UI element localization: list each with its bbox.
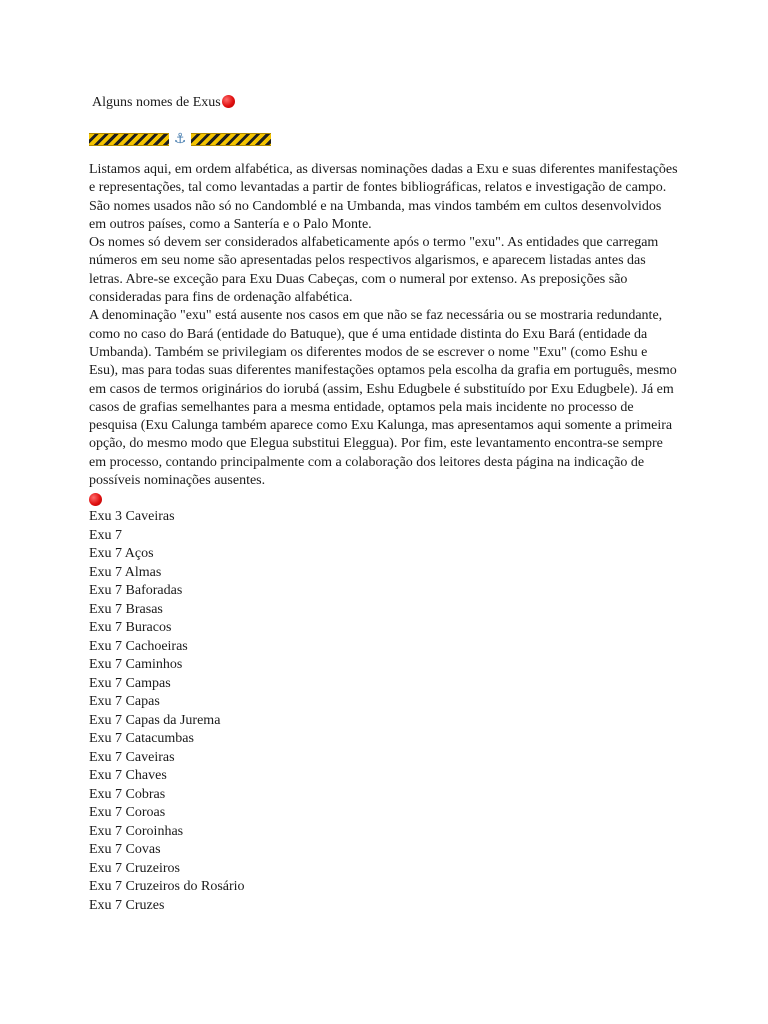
red-circle-icon — [222, 95, 235, 108]
list-item: Exu 7 Campas — [89, 675, 171, 691]
caution-stripe-right — [191, 133, 271, 146]
document-page — [89, 92, 679, 915]
list-item: Exu 7 Cobras — [89, 786, 166, 802]
list-item: Exu 7 — [89, 527, 123, 543]
list-item: Exu 7 Cruzes — [89, 897, 165, 913]
list-item: Exu 7 Brasas — [89, 601, 163, 617]
list-item: Exu 3 Caveiras — [89, 509, 175, 525]
decorative-divider — [89, 130, 271, 148]
exu-names-list — [89, 508, 679, 915]
list-item: Exu 7 Aços — [89, 546, 154, 562]
list-item: Exu 7 Coroas — [89, 805, 166, 821]
intro-text — [89, 161, 679, 490]
list-item: Exu 7 Almas — [89, 564, 162, 580]
list-item: Exu 7 Buracos — [89, 620, 172, 636]
intro-paragraph: A denominação "exu" está ausente nos casos em que não se faz necessária ou se mostraria redundante, como no caso do Bará (entidade do Batuque), que é uma entidade distinta do Exu Bará (entidade da Umbanda). Também se privilegiam os diferentes modos de se escrever o nome "Exu" (como Eshu e Esu), mas para todas suas diferentes manifestações optamos pela escolha da grafia em português, mesmo em casos de termos originários do iorubá (assim, Eshu Edugbele é substituído por Exu Edugbele). Já em casos de grafias semelhantes para a mesma entidade, optamos pela mais incidente no processo de pesquisa (Exu Calunga também aparece como Exu Kalunga, mas apresentamos aqui somente a primeira opção, do mesmo modo que Elegua substitui Eleggua). Por fim, este levantamento encontra-se sempre em processo, contando principalmente com a colaboração dos leitores desta página na indicação de possíveis nominações ausentes. — [89, 308, 677, 489]
list-item: Exu 7 Capas — [89, 694, 160, 710]
list-marker — [89, 490, 679, 508]
list-item: Exu 7 Caveiras — [89, 749, 175, 765]
list-item: Exu 7 Catacumbas — [89, 731, 194, 747]
intro-paragraph: Os nomes só devem ser considerados alfabeticamente após o termo "exu". As entidades que carregam números em seu nome são apresentadas pelos respectivos algarismos, e aparecem listadas antes das letras. Abre-se exceção para Exu Duas Cabeças, com o numeral por extenso. As preposições são consideradas para fins de ordenação alfabética. — [89, 235, 659, 306]
list-item: Exu 7 Cruzeiros do Rosário — [89, 879, 245, 895]
document-title-line — [89, 92, 679, 114]
list-item: Exu 7 Chaves — [89, 768, 167, 784]
list-item: Exu 7 Cruzeiros — [89, 860, 180, 876]
document-title: Alguns nomes de Exus — [92, 95, 221, 110]
intro-paragraph: Listamos aqui, em ordem alfabética, as diversas nominações dadas a Exu e suas diferentes manifestações e representações, tal como levantadas a partir de fontes bibliográficas, relatos e investigação de campo. São nomes usados não só no Candomblé e na Umbanda, mas vindos também em cultos desenvolvidos em outros países, como a Santería e o Palo Monte. — [89, 162, 678, 232]
red-circle-icon — [89, 493, 102, 506]
list-item: Exu 7 Cachoeiras — [89, 638, 188, 654]
list-item: Exu 7 Baforadas — [89, 583, 183, 599]
list-item: Exu 7 Coroinhas — [89, 823, 184, 839]
list-item: Exu 7 Covas — [89, 842, 161, 858]
anchor-icon: ⚓ — [173, 131, 187, 147]
caution-stripe-left — [89, 133, 169, 146]
list-item: Exu 7 Capas da Jurema — [89, 712, 221, 728]
list-item: Exu 7 Caminhos — [89, 657, 183, 673]
